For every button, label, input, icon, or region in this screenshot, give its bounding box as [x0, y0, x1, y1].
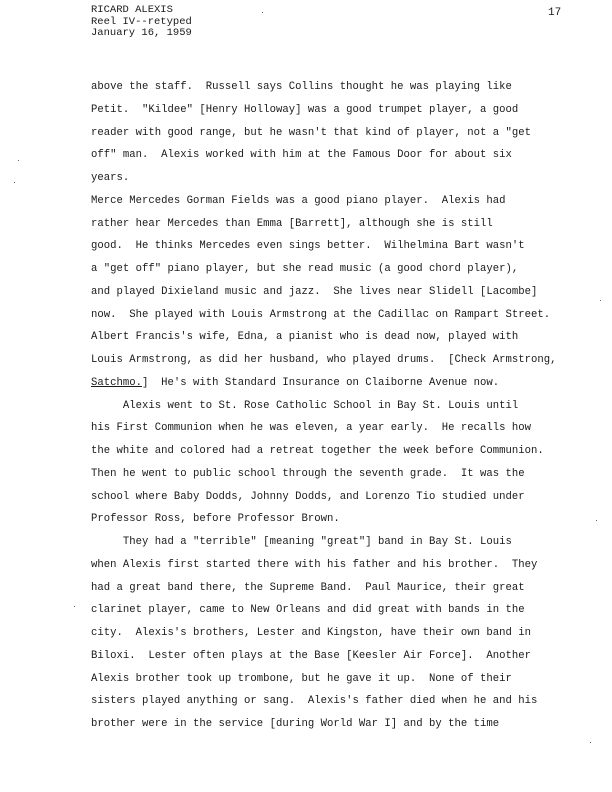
- header-reel: Reel IV--retyped: [91, 15, 192, 28]
- text-line: a "get off" piano player, but she read music (a good chord player),: [91, 263, 519, 275]
- scan-speck: [74, 606, 75, 607]
- text-line: and played Dixieland music and jazz. She lives near Slidell [Lacombe]: [91, 285, 538, 298]
- scan-speck: [18, 160, 19, 161]
- text-line: Albert Francis's wife, Edna, a pianist who is dead now, played with: [91, 331, 519, 344]
- text-line: city. Alexis's brothers, Lester and Kingston, have their own band in: [91, 627, 532, 639]
- text-line: Alexis brother took up trombone, but he gave it up. None of their: [91, 672, 512, 685]
- text-line-with-underline: [91, 372, 591, 395]
- text-line: off" man. Alexis worked with him at the Famous Door for about six: [91, 149, 512, 162]
- underlined-title: Satchmo.: [91, 376, 143, 389]
- text-line: rather hear Mercedes than Emma [Barrett], although she is still: [91, 217, 493, 230]
- text-line: school where Baby Dodds, Johnny Dodds, and Lorenzo Tio studied under: [91, 490, 525, 503]
- text-line: clarinet player, came to New Orleans and did great with bands in the: [91, 604, 525, 617]
- text-line: when Alexis first started there with his father and his brother. They: [91, 558, 538, 571]
- text-line: his First Communion when he was eleven, a year early. He recalls how: [91, 422, 532, 435]
- text-line: brother were in the service [during World War I] and by the time: [91, 718, 500, 730]
- text-line: the white and colored had a retreat together the week before Communion.: [91, 445, 544, 457]
- text-line: Then he went to public school through the seventh grade. It was the: [91, 467, 525, 480]
- text-line: sisters played anything or sang. Alexis's father died when he and his: [91, 695, 538, 708]
- scan-speck: [596, 520, 597, 521]
- scan-speck: [262, 12, 263, 13]
- text-line: They had a "terrible" [meaning "great"] band in Bay St. Louis: [91, 536, 512, 548]
- text-line: had a great band there, the Supreme Band. Paul Maurice, their great: [91, 581, 525, 594]
- header-date: January 16, 1959: [91, 27, 192, 39]
- text-line: Professor Ross, before Professor Brown.: [91, 513, 340, 526]
- text-line: Louis Armstrong, as did her husband, who played drums. [Check Armstrong,: [91, 354, 557, 366]
- text-line: Petit. "Kildee" [Henry Holloway] was a good trumpet player, a good: [91, 103, 519, 116]
- text-line: Biloxi. Lester often plays at the Base [Keesler Air Force]. Another: [91, 649, 532, 662]
- transcript-body: [91, 76, 591, 736]
- header-name: RICARD ALEXIS: [91, 4, 173, 16]
- text-line: now. She played with Louis Armstrong at the Cadillac on Rampart Street.: [91, 308, 551, 321]
- text-line: Alexis went to St. Rose Catholic School in Bay St. Louis until: [91, 399, 519, 412]
- text-line: above the staff. Russell says Collins thought he was playing like: [91, 81, 512, 93]
- text-line: good. He thinks Mercedes even sings better. Wilhelmina Bart wasn't: [91, 240, 525, 253]
- text-line: Merce Mercedes Gorman Fields was a good piano player. Alexis had: [91, 194, 506, 207]
- scan-speck: [590, 742, 591, 743]
- text-line-rest: ] He's with Standard Insurance on Claiborne Avenue now.: [142, 376, 500, 389]
- scan-speck: [14, 182, 15, 183]
- text-line: years.: [91, 172, 130, 184]
- page-number: 17: [548, 7, 562, 19]
- page-header: [91, 5, 192, 40]
- scan-speck: [600, 300, 601, 301]
- text-line: reader with good range, but he wasn't that kind of player, not a "get: [91, 126, 532, 139]
